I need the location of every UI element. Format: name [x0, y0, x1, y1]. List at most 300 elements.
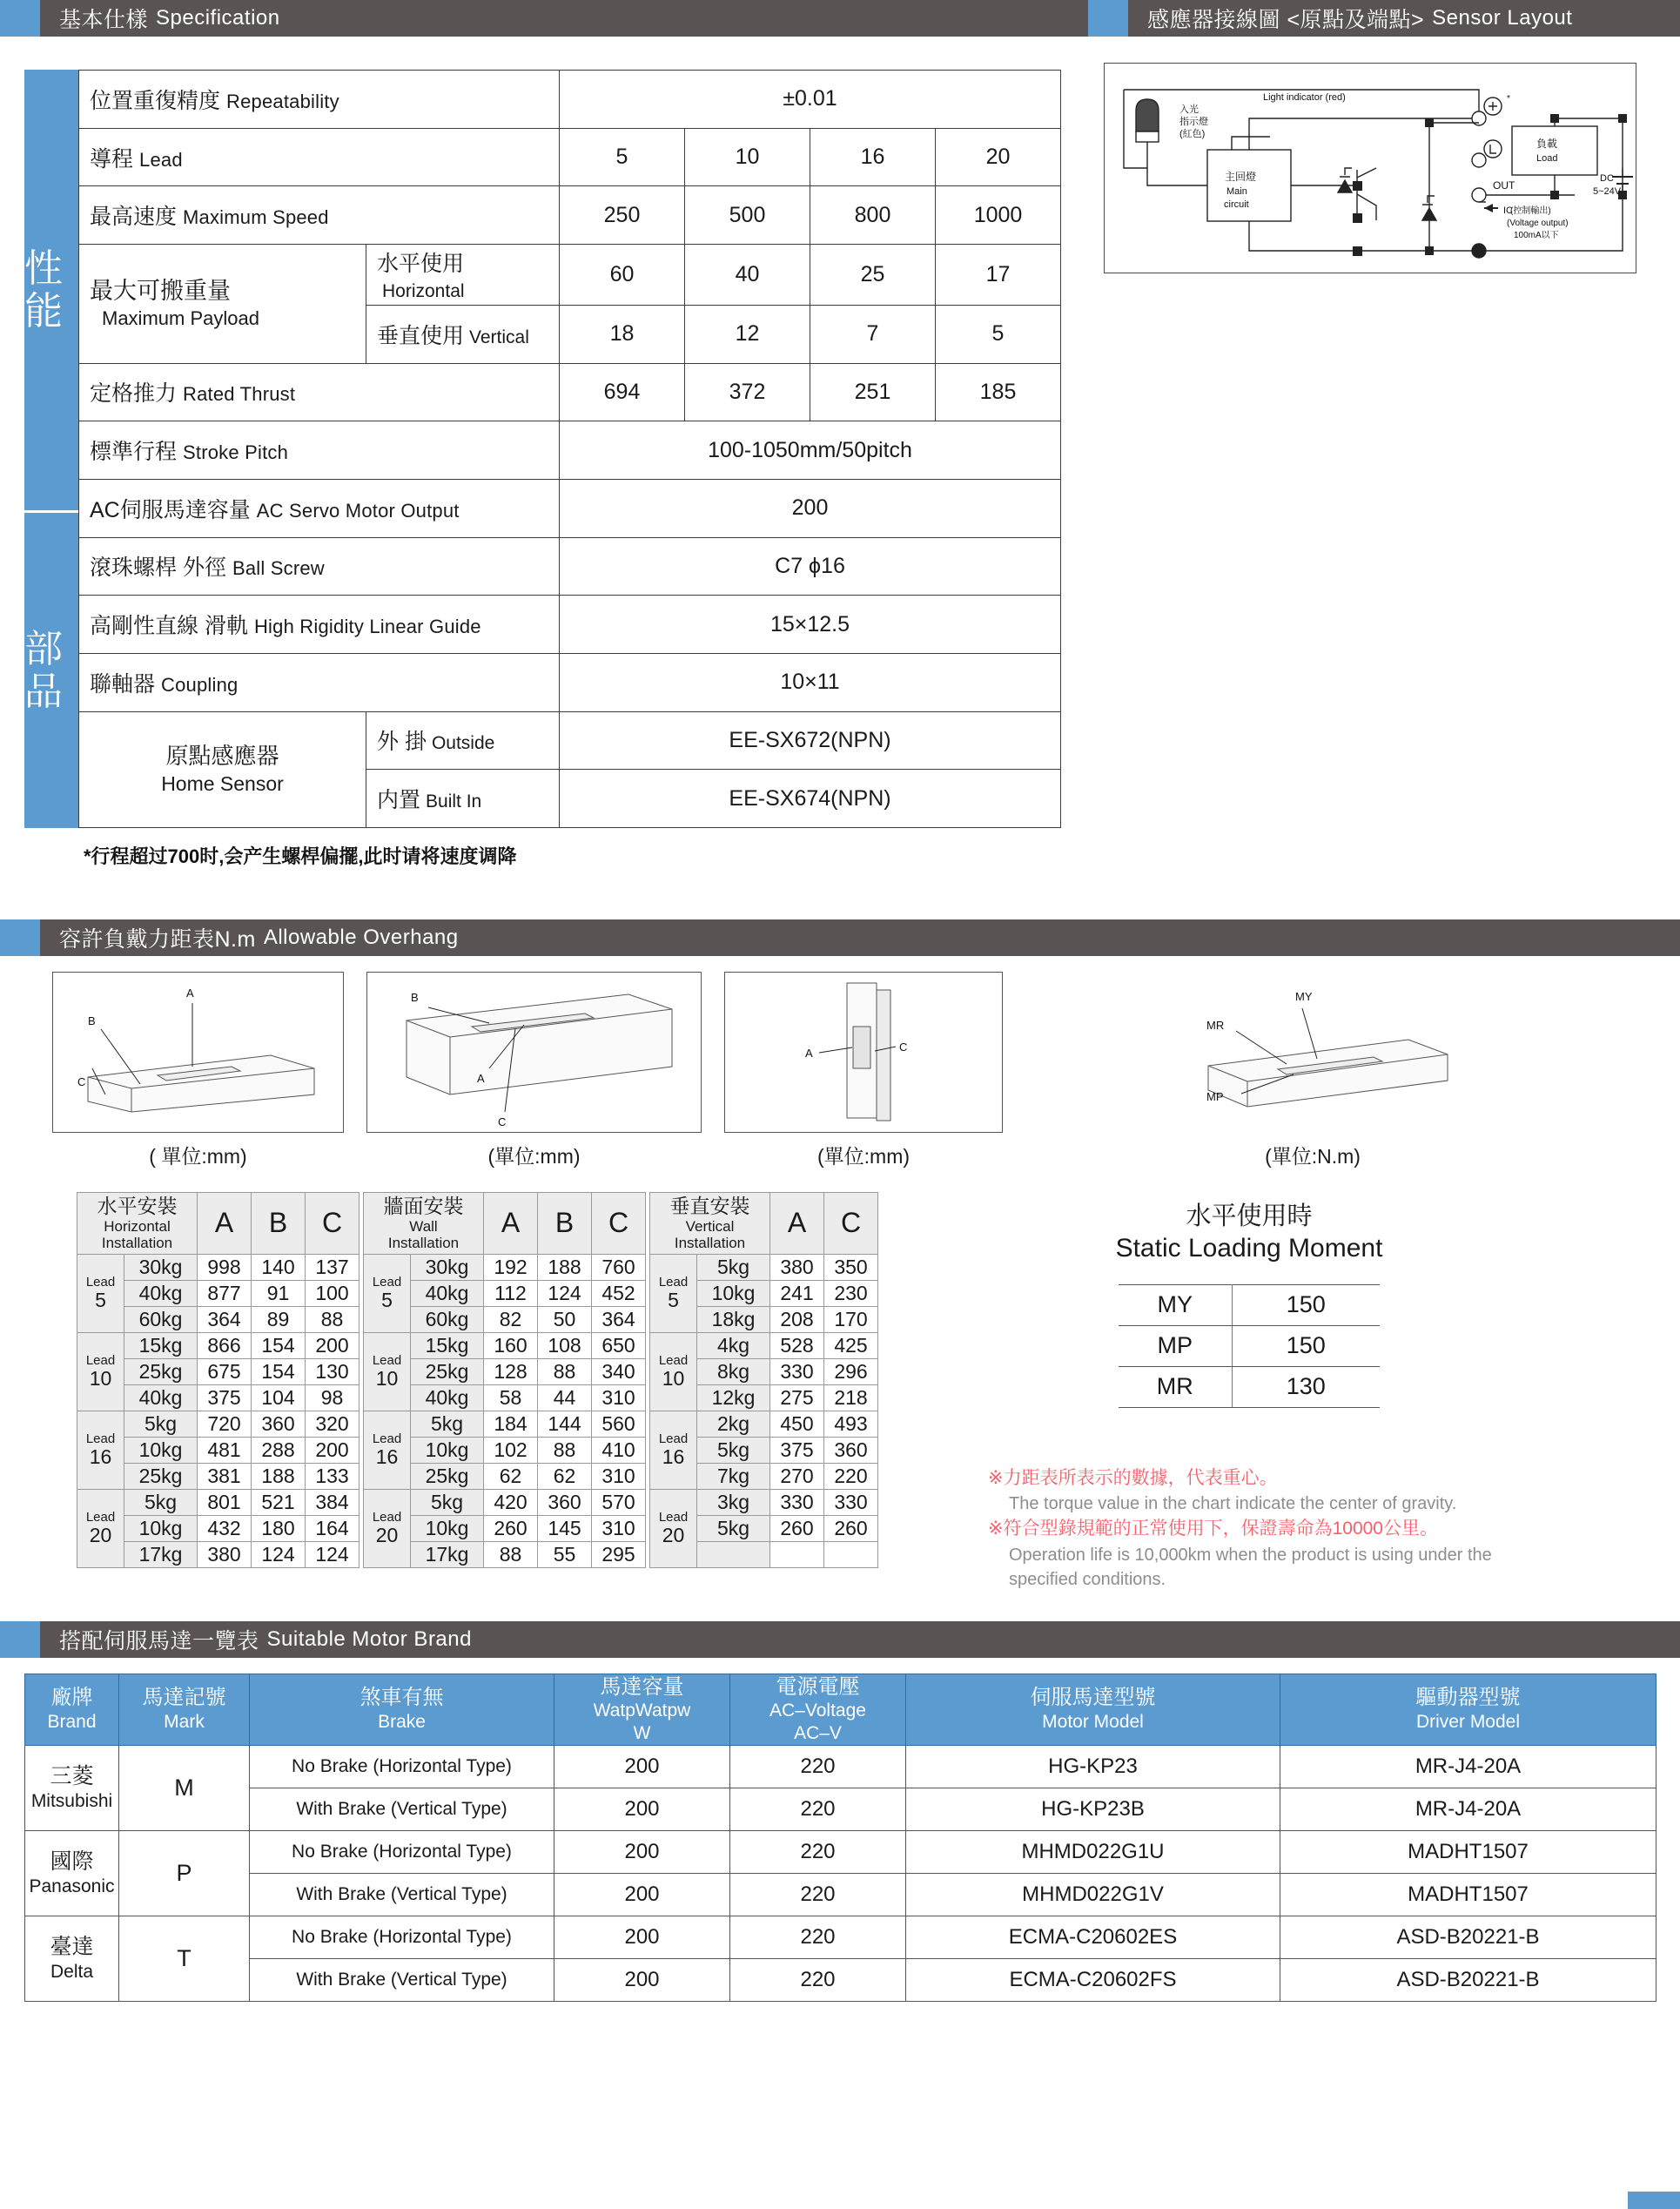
row-label-stroke-pitch: 標準行程 Stroke Pitch [79, 421, 560, 480]
figure2-label-B: B [411, 991, 419, 1004]
overhang-title-en: Allowable Overhang [263, 926, 459, 949]
brand-col-2: 煞車有無 Brake [250, 1674, 554, 1745]
actuator-illustration-vertical [725, 973, 1002, 1132]
overhang-load: 40kg [124, 1280, 198, 1306]
incident-label-2: 指示燈 [1179, 117, 1208, 127]
brand-name: 國際 Panasonic [25, 1830, 119, 1916]
slm-title [988, 1201, 1510, 1265]
control-output-cn: (控制輸出) [1510, 206, 1551, 216]
overhang-value: 425 [824, 1332, 878, 1358]
brand-volt: 220 [730, 1788, 906, 1830]
overhang-load: 12kg [697, 1384, 770, 1411]
cell-ph-3: 25 [810, 245, 936, 306]
brand-mark: M [119, 1745, 250, 1830]
specification-table-wrapper [24, 70, 1088, 828]
table-row [364, 1332, 646, 1358]
table-row [1119, 1366, 1380, 1407]
overhang-figure-1 [52, 972, 344, 1169]
table-row [364, 1489, 646, 1515]
overhang-value: 493 [824, 1411, 878, 1437]
row-label-payload-vertical: 垂直使用 Vertical [366, 305, 560, 363]
overhang-value: 330 [770, 1358, 824, 1384]
overhang-value: 760 [592, 1254, 646, 1280]
overhang-lead-group: Lead 10 [77, 1332, 124, 1411]
slm-key: MR [1119, 1366, 1232, 1407]
overhang-value: 380 [198, 1541, 252, 1567]
slm-value: 150 [1232, 1325, 1380, 1366]
table-row [79, 363, 1061, 421]
overhang-figure-row [52, 972, 1680, 1169]
overhang-col-A: A [484, 1193, 538, 1255]
overhang-value: 130 [306, 1358, 360, 1384]
overhang-value: 164 [306, 1515, 360, 1541]
row-label-payload: 最大可搬重量 Maximum Payload [79, 245, 366, 364]
moment-illustration [1156, 972, 1468, 1131]
overhang-value: 88 [306, 1306, 360, 1332]
cell-stroke-pitch-value: 100-1050mm/50pitch [560, 421, 1061, 480]
overhang-value: 154 [252, 1358, 306, 1384]
cell-home-builtin-value: EE-SX674(NPN) [560, 770, 1061, 828]
brand-brake: With Brake (Vertical Type) [250, 1873, 554, 1916]
ic-label: IC [1503, 205, 1513, 216]
overhang-value: 296 [824, 1358, 878, 1384]
row-label-linear-guide: 高剛性直線 滑軌 High Rigidity Linear Guide [79, 596, 560, 654]
table-row [25, 1873, 1656, 1916]
overhang-value: 100 [306, 1280, 360, 1306]
cell-pv-4: 5 [936, 305, 1061, 363]
overhang-col-title: 垂直安裝 Vertical Installation [650, 1193, 770, 1255]
overhang-value: 98 [306, 1384, 360, 1411]
overhang-load: 10kg [697, 1280, 770, 1306]
main-circuit-cn: 主回燈 [1225, 171, 1257, 183]
overhang-value: 720 [198, 1411, 252, 1437]
overhang-value: 62 [538, 1463, 592, 1489]
overhang-value: 260 [824, 1515, 878, 1541]
overhang-value: 108 [538, 1332, 592, 1358]
overhang-value: 340 [592, 1358, 646, 1384]
figure4-label-MR: MR [1206, 1019, 1225, 1032]
overhang-load: 4kg [697, 1332, 770, 1358]
overhang-value: 102 [484, 1437, 538, 1463]
overhang-value: 295 [592, 1541, 646, 1567]
note-1-grey: The torque value in the chart indicate the center of gravity. [1009, 1494, 1457, 1514]
overhang-load: 17kg [411, 1541, 484, 1567]
overhang-value: 420 [484, 1489, 538, 1515]
overhang-value: 82 [484, 1306, 538, 1332]
dc-label: DC [1600, 173, 1614, 184]
overhang-value: 330 [770, 1489, 824, 1515]
overhang-lead-group: Lead 5 [364, 1254, 411, 1332]
overhang-load [697, 1541, 770, 1567]
overhang-lead-group: Lead 10 [364, 1332, 411, 1411]
row-label-home-builtin: 内置 Built In [366, 770, 560, 828]
actuator-illustration-horizontal [53, 973, 343, 1132]
overhang-value: 230 [824, 1280, 878, 1306]
brand-brake: With Brake (Vertical Type) [250, 1788, 554, 1830]
overhang-load: 30kg [124, 1254, 198, 1280]
overhang-value: 320 [306, 1411, 360, 1437]
overhang-table-horizontal [77, 1192, 360, 1568]
control-output-en: (Voltage output) [1507, 219, 1569, 228]
overhang-value: 200 [306, 1437, 360, 1463]
brand-header-text [40, 1621, 1680, 1658]
note-1-red: ※力距表所表示的數據，代表重心。 [988, 1467, 1278, 1488]
table-row [79, 128, 1061, 186]
note-2-grey: Operation life is 10,000km when the product is using under the specified conditions. [1009, 1545, 1492, 1589]
brand-brake: No Brake (Horizontal Type) [250, 1916, 554, 1958]
slm-key: MY [1119, 1284, 1232, 1325]
cell-lead-16: 16 [810, 128, 936, 186]
overhang-value: 360 [538, 1489, 592, 1515]
table-row [77, 1332, 360, 1358]
overhang-value: 360 [824, 1437, 878, 1463]
figure1-caption: ( 單位:mm) [149, 1145, 247, 1168]
overhang-table-wall [363, 1192, 646, 1568]
overhang-value: 140 [252, 1254, 306, 1280]
overhang-value: 260 [484, 1515, 538, 1541]
overhang-value: 88 [538, 1358, 592, 1384]
category-performance-label: 性能 [24, 246, 64, 333]
overhang-value: 381 [198, 1463, 252, 1489]
cell-pv-1: 18 [560, 305, 685, 363]
brand-motor-model: ECMA-C20602FS [906, 1958, 1280, 2001]
slm-value: 130 [1232, 1366, 1380, 1407]
figure3-label-C: C [899, 1041, 908, 1054]
category-parts [24, 513, 78, 828]
overhang-value: 154 [252, 1332, 306, 1358]
overhang-value: 350 [824, 1254, 878, 1280]
dc-voltage-label: 5~24V [1593, 186, 1622, 197]
brand-motor-model: MHMD022G1U [906, 1830, 1280, 1873]
specification-panel [0, 0, 1088, 869]
overhang-col-B: B [538, 1193, 592, 1255]
brand-volt: 220 [730, 1958, 906, 2001]
load-label-en: Load [1536, 153, 1558, 164]
brand-name: 臺達 Delta [25, 1916, 119, 2001]
specification-title-en: Specification [156, 6, 280, 30]
overhang-figure-4 [1156, 972, 1469, 1169]
overhang-value: 44 [538, 1384, 592, 1411]
brand-watt: 200 [554, 1745, 730, 1788]
cell-ph-4: 17 [936, 245, 1061, 306]
brand-mark: P [119, 1830, 250, 1916]
overhang-value: 450 [770, 1411, 824, 1437]
cell-pv-3: 7 [810, 305, 936, 363]
overhang-lead-group: Lead 16 [77, 1411, 124, 1489]
overhang-value: 180 [252, 1515, 306, 1541]
table-row [77, 1489, 360, 1515]
table-row [79, 421, 1061, 480]
category-parts-label: 部品 [24, 627, 64, 713]
overhang-load: 30kg [411, 1254, 484, 1280]
specification-title-cn: 基本仕樣 [59, 8, 149, 32]
brand-motor-model: ECMA-C20602ES [906, 1916, 1280, 1958]
overhang-load: 5kg [124, 1489, 198, 1515]
overhang-value: 384 [306, 1489, 360, 1515]
brand-title-en: Suitable Motor Brand [266, 1626, 472, 1651]
cell-ball-screw-value: C7 ϕ16 [560, 537, 1061, 596]
specification-header-text [40, 0, 1088, 37]
overhang-load: 10kg [124, 1515, 198, 1541]
row-label-home-sensor: 原點感應器 Home Sensor [79, 711, 366, 827]
overhang-value: 410 [592, 1437, 646, 1463]
overhang-value: 432 [198, 1515, 252, 1541]
overhang-col-C: C [306, 1193, 360, 1255]
overhang-lead-group: Lead 16 [364, 1411, 411, 1489]
sensor-title-en: Sensor Layout [1432, 6, 1573, 30]
overhang-value: 124 [252, 1541, 306, 1567]
table-row [650, 1411, 878, 1437]
specification-table [78, 70, 1061, 828]
cell-repeatability-value: ±0.01 [560, 71, 1061, 129]
cell-motor-output-value: 200 [560, 479, 1061, 537]
figure1-label-A: A [186, 987, 194, 1000]
incident-label-3: (紅色) [1179, 129, 1206, 139]
overhang-load: 10kg [411, 1515, 484, 1541]
overhang-value: 380 [770, 1254, 824, 1280]
overhang-value: 91 [252, 1280, 306, 1306]
overhang-load: 18kg [697, 1306, 770, 1332]
figure2-label-A: A [477, 1072, 485, 1085]
overhang-value: 260 [770, 1515, 824, 1541]
cell-speed-2: 500 [685, 186, 810, 245]
overhang-value: 270 [770, 1463, 824, 1489]
figure3-caption: (單位:mm) [816, 1145, 911, 1168]
overhang-load: 40kg [411, 1384, 484, 1411]
overhang-value: 184 [484, 1411, 538, 1437]
brand-motor-model: HG-KP23B [906, 1788, 1280, 1830]
overhang-value: 145 [538, 1515, 592, 1541]
overhang-value: 88 [484, 1541, 538, 1567]
overhang-value: 192 [484, 1254, 538, 1280]
overhang-value: 124 [538, 1280, 592, 1306]
overhang-load: 60kg [124, 1306, 198, 1332]
overhang-value: 89 [252, 1306, 306, 1332]
asterisk-mark: * [1507, 94, 1510, 104]
overhang-load: 25kg [124, 1463, 198, 1489]
overhang-value: 560 [592, 1411, 646, 1437]
slm-title-en: Static Loading Moment [1115, 1234, 1383, 1263]
cell-lead-5: 5 [560, 128, 685, 186]
overhang-lead-group: Lead 10 [650, 1332, 697, 1411]
brand-header [0, 1621, 1680, 1658]
brand-driver-model: ASD-B20221-B [1280, 1916, 1656, 1958]
overhang-load: 5kg [697, 1437, 770, 1463]
table-row [650, 1332, 878, 1358]
overhang-lead-group: Lead 20 [650, 1489, 697, 1567]
overhang-col-A: A [770, 1193, 824, 1255]
brand-watt: 200 [554, 1788, 730, 1830]
table-row [25, 1788, 1656, 1830]
row-label-motor-output: AC伺服馬達容量 AC Servo Motor Output [79, 479, 560, 537]
cell-coupling-value: 10×11 [560, 653, 1061, 711]
cell-rt-3: 251 [810, 363, 936, 421]
overhang-load: 15kg [411, 1332, 484, 1358]
table-row [25, 1958, 1656, 2001]
accent-block [0, 1621, 40, 1658]
overhang-section [0, 919, 1680, 1592]
cell-lead-10: 10 [685, 128, 810, 186]
overhang-load: 5kg [411, 1489, 484, 1515]
overhang-load: 40kg [411, 1280, 484, 1306]
slm-title-cn: 水平使用時 [1186, 1202, 1313, 1230]
overhang-load: 60kg [411, 1306, 484, 1332]
actuator-illustration-wall [367, 973, 701, 1132]
overhang-col-title: 水平安裝 Horizontal Installation [77, 1193, 198, 1255]
row-label-lead: 導程 Lead [79, 128, 560, 186]
category-column [24, 70, 78, 828]
overhang-value: 570 [592, 1489, 646, 1515]
table-row [1119, 1325, 1380, 1366]
cell-ph-2: 40 [685, 245, 810, 306]
overhang-load: 25kg [124, 1358, 198, 1384]
table-row [364, 1411, 646, 1437]
overhang-lead-group: Lead 20 [77, 1489, 124, 1567]
overhang-table-vertical [649, 1192, 878, 1568]
overhang-lead-group: Lead 16 [650, 1411, 697, 1489]
accent-block [1088, 0, 1128, 37]
brand-mark: T [119, 1916, 250, 2001]
table-row [79, 245, 1061, 306]
overhang-load: 5kg [124, 1411, 198, 1437]
overhang-load: 10kg [411, 1437, 484, 1463]
overhang-value: 521 [252, 1489, 306, 1515]
brand-watt: 200 [554, 1916, 730, 1958]
overhang-col-B: B [252, 1193, 306, 1255]
overhang-value: 528 [770, 1332, 824, 1358]
overhang-value: 220 [824, 1463, 878, 1489]
sensor-wiring-diagram [1104, 63, 1636, 273]
brand-driver-model: MR-J4-20A [1280, 1788, 1656, 1830]
overhang-value: 310 [592, 1515, 646, 1541]
table-row [25, 1830, 1656, 1873]
overhang-value: 112 [484, 1280, 538, 1306]
overhang-value: 364 [198, 1306, 252, 1332]
overhang-value: 200 [306, 1332, 360, 1358]
row-label-repeatability: 位置重復精度 Repeatability [79, 71, 560, 129]
static-loading-moment-table [1119, 1284, 1380, 1408]
overhang-value: 144 [538, 1411, 592, 1437]
overhang-value: 360 [252, 1411, 306, 1437]
brand-section [0, 1621, 1680, 2002]
overhang-load: 15kg [124, 1332, 198, 1358]
sensor-layout-panel [1088, 0, 1680, 869]
motor-brand-table [24, 1674, 1656, 2002]
brand-watt: 200 [554, 1873, 730, 1916]
static-loading-moment-panel [988, 1201, 1510, 1592]
overhang-value: 241 [770, 1280, 824, 1306]
brand-brake: No Brake (Horizontal Type) [250, 1745, 554, 1788]
overhang-value: 877 [198, 1280, 252, 1306]
overhang-value: 650 [592, 1332, 646, 1358]
overhang-value: 128 [484, 1358, 538, 1384]
overhang-load: 17kg [124, 1541, 198, 1567]
brand-name: 三菱 Mitsubishi [25, 1745, 119, 1830]
cell-lead-20: 20 [936, 128, 1061, 186]
brand-title-cn: 搭配伺服馬達一覽表 [59, 1628, 259, 1653]
main-circuit-en-2: circuit [1224, 199, 1249, 210]
overhang-value: 218 [824, 1384, 878, 1411]
sensor-circuit-svg [1105, 64, 1636, 273]
overhang-value: 481 [198, 1437, 252, 1463]
overhang-figure-3 [724, 972, 1003, 1169]
overhang-value: 288 [252, 1437, 306, 1463]
incident-label-1: 入光 [1179, 104, 1199, 115]
brand-driver-model: MADHT1507 [1280, 1873, 1656, 1916]
cell-speed-3: 800 [810, 186, 936, 245]
overhang-value: 88 [538, 1437, 592, 1463]
cell-home-outside-value: EE-SX672(NPN) [560, 711, 1061, 770]
row-label-max-speed: 最高速度 Maximum Speed [79, 186, 560, 245]
row-label-ball-screw: 滾珠螺桿 外徑 Ball Screw [79, 537, 560, 596]
brand-volt: 220 [730, 1830, 906, 1873]
brand-col-3: 馬達容量 WatpWatpw W [554, 1674, 730, 1745]
note-2-red: ※符合型錄規範的正常使用下，保證壽命為10000公里。 [988, 1519, 1438, 1539]
load-label-cn: 負載 [1536, 138, 1558, 150]
overhang-value: 675 [198, 1358, 252, 1384]
overhang-lead-group: Lead 5 [77, 1254, 124, 1332]
accent-block [0, 919, 40, 956]
cell-rt-4: 185 [936, 363, 1061, 421]
overhang-title-cn: 容許負戴力距表N.m [59, 927, 256, 952]
overhang-col-C: C [824, 1193, 878, 1255]
overhang-header [0, 919, 1680, 956]
brand-brake: With Brake (Vertical Type) [250, 1958, 554, 2001]
overhang-value: 364 [592, 1306, 646, 1332]
brand-volt: 220 [730, 1873, 906, 1916]
figure1-label-B: B [88, 1014, 96, 1027]
table-row [650, 1254, 878, 1280]
table-row [25, 1745, 1656, 1788]
out-label: OUT [1493, 179, 1515, 192]
overhang-value: 188 [538, 1254, 592, 1280]
overhang-tables-row [77, 1192, 1680, 1592]
overhang-notes [988, 1465, 1510, 1592]
row-label-rated-thrust: 定格推力 Rated Thrust [79, 363, 560, 421]
overhang-value: 58 [484, 1384, 538, 1411]
overhang-col-C: C [592, 1193, 646, 1255]
brand-col-6: 驅動器型號 Driver Model [1280, 1674, 1656, 1745]
brand-driver-model: ASD-B20221-B [1280, 1958, 1656, 2001]
sensor-layout-header-text [1128, 0, 1680, 37]
specification-header [0, 0, 1088, 37]
overhang-value: 998 [198, 1254, 252, 1280]
figure2-caption: (單位:mm) [487, 1145, 581, 1168]
overhang-value: 275 [770, 1384, 824, 1411]
brand-watt: 200 [554, 1958, 730, 2001]
cell-rt-2: 372 [685, 363, 810, 421]
table-row [77, 1254, 360, 1280]
table-row [364, 1254, 646, 1280]
figure4-label-MP: MP [1206, 1090, 1224, 1103]
row-label-payload-horizontal: 水平使用Horizontal [366, 245, 560, 306]
table-row [79, 537, 1061, 596]
overhang-value: 310 [592, 1463, 646, 1489]
table-row [79, 71, 1061, 129]
brand-col-1: 馬達記號 Mark [119, 1674, 250, 1745]
brand-motor-model: MHMD022G1V [906, 1873, 1280, 1916]
brand-watt: 200 [554, 1830, 730, 1873]
figure2-label-C: C [498, 1115, 507, 1128]
overhang-load: 3kg [697, 1489, 770, 1515]
brand-col-0: 廠牌 Brand [25, 1674, 119, 1745]
overhang-col-A: A [198, 1193, 252, 1255]
brand-driver-model: MR-J4-20A [1280, 1745, 1656, 1788]
overhang-load: 10kg [124, 1437, 198, 1463]
overhang-load: 5kg [697, 1254, 770, 1280]
table-row [25, 1916, 1656, 1958]
overhang-value: 310 [592, 1384, 646, 1411]
